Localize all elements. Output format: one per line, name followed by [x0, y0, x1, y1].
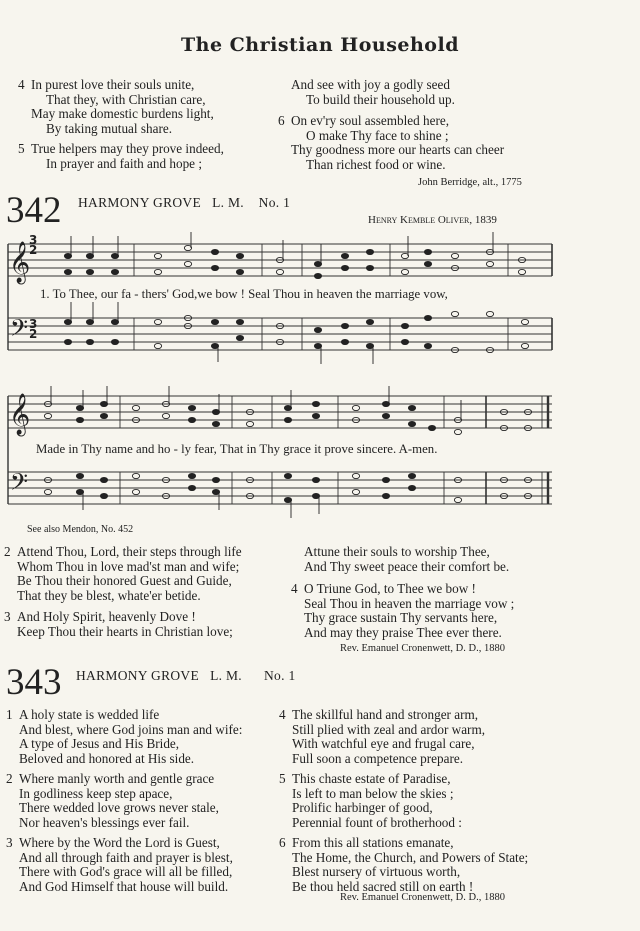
hymn343-attribution: Rev. Emanuel Cronenwett, D. D., 1880 — [340, 892, 505, 903]
top-stanza-5 — [18, 141, 224, 171]
stanza-line: And all through faith and prayer is blest, — [19, 849, 233, 865]
time-signature-treble — [29, 235, 37, 255]
hymn342-stanza-4 — [291, 581, 515, 640]
stanza-line: There wedded love grows never stale, — [19, 800, 219, 816]
stanza-line: O make Thy face to shine ; — [306, 127, 449, 143]
stanza-number: 6 — [279, 835, 286, 850]
stanza-line: Whom Thou in love mad'st man and wife; — [17, 558, 240, 574]
stanza-line: With watchful eye and frugal care, — [292, 736, 475, 752]
stanza-line: O Triune God, to Thee we bow ! — [304, 581, 476, 596]
stanza-line: Nor heaven's blessings ever fail. — [19, 814, 190, 830]
bass-clef-icon: 𝄢 — [10, 314, 29, 347]
meter: L. M. — [212, 195, 244, 210]
stanza-line: And Holy Spirit, heavenly Dove ! — [17, 609, 196, 624]
stanza-line: Thy goodness more our hearts can cheer — [291, 142, 505, 158]
top-stanza-4 — [18, 77, 214, 136]
treble-clef-icon: 𝄞 — [9, 242, 31, 283]
stanza-line: Where by the Word the Lord is Guest, — [19, 835, 220, 850]
stanza-line: Blest nursery of virtuous worth, — [292, 864, 461, 880]
lyric-line-1: 1. To Thee, our fa - thers' God,we bow ! Seal Thou in heaven the marriage vow, — [40, 287, 448, 301]
top-stanza-5-cont — [291, 78, 455, 107]
stanza-line: And Thy sweet peace their comfort be. — [304, 558, 510, 574]
hymn342-stanza-3-cont — [304, 545, 509, 574]
hymn342-stanza-3 — [4, 609, 233, 639]
stanza-line: May make domestic burdens light, — [31, 106, 214, 122]
stanza-line: A holy state is wedded life — [19, 707, 160, 722]
stanza-line: Prolific harbinger of good, — [292, 800, 433, 816]
stanza-number: 3 — [4, 609, 11, 624]
stanza-number: 4 — [291, 581, 298, 596]
stanza-line: And may they praise Thee ever there. — [304, 624, 502, 640]
hymn343-stanza-3 — [6, 835, 233, 894]
stanza-line: There with God's grace will all be filled, — [19, 864, 233, 880]
stanza-line: This chaste estate of Paradise, — [292, 771, 451, 786]
composer-credit: Henry Kemble Oliver, 1839 — [368, 214, 497, 226]
stanza-line: Is left to man below the skies ; — [292, 785, 454, 801]
stanza-line: Be Thou their honored Guest and Guide, — [17, 573, 232, 589]
hymn342-stanza-2 — [4, 544, 242, 603]
stanza-line: Than richest food or wine. — [306, 156, 446, 172]
stanza-line: Thy grace sustain Thy servants here, — [304, 610, 498, 626]
time-signature-top: 3 — [29, 233, 38, 247]
stanza-line: That they be blest, whate'er betide. — [17, 587, 201, 603]
hymn343-stanza-4 — [279, 707, 485, 766]
stanza-line: The skillful hand and stronger arm, — [292, 707, 479, 722]
hymn342-attribution: Rev. Emanuel Cronenwett, D. D., 1880 — [340, 643, 505, 654]
tune-header-342 — [78, 195, 290, 211]
stanza-number: 1 — [6, 707, 13, 722]
stanza-number: 2 — [4, 544, 11, 559]
tune-number: No. 1 — [264, 668, 296, 683]
stanza-line: Keep Thou their hearts in Christian love; — [17, 623, 233, 639]
page-title: The Christian Household — [181, 34, 459, 56]
stanza-line: The Home, the Church, and Powers of State; — [292, 849, 529, 865]
time-signature-bass — [29, 319, 37, 339]
stanza-line: To build their household up. — [306, 91, 455, 107]
hymn343-stanza-5 — [279, 771, 462, 830]
stanza-line: Beloved and honored at His side. — [19, 750, 195, 766]
stanza-line: True helpers may they prove indeed, — [31, 141, 224, 156]
music-system-1 — [0, 232, 560, 372]
hymn343-stanza-6 — [279, 835, 529, 894]
stanza-line: From this all stations emanate, — [292, 835, 454, 850]
tune-name: HARMONY GROVE — [78, 195, 202, 210]
stanza-number: 5 — [279, 771, 286, 786]
time-signature-bottom: 2 — [29, 327, 38, 341]
stanza-line: On ev'ry soul assembled here, — [291, 113, 450, 128]
top-attribution: John Berridge, alt., 1775 — [418, 177, 522, 188]
stanza-number: 4 — [279, 707, 286, 722]
hymn343-stanza-2 — [6, 771, 219, 830]
tune-number: No. 1 — [258, 195, 291, 210]
hymn343-stanza-1 — [6, 707, 243, 766]
stanza-line: Full soon a competence prepare. — [292, 750, 464, 766]
stanza-number: 4 — [18, 77, 25, 92]
stanza-line: That they, with Christian care, — [46, 91, 206, 107]
stanza-line: In godliness keep step apace, — [19, 785, 173, 801]
stanza-line: Attune their souls to worship Thee, — [304, 544, 490, 559]
hymn-number-343: 343 — [6, 662, 62, 703]
stanza-number: 2 — [6, 771, 13, 786]
treble-clef-icon: 𝄞 — [9, 394, 31, 435]
top-stanza-6 — [278, 113, 505, 172]
time-signature-bottom: 2 — [29, 243, 38, 257]
stanza-line: In prayer and faith and hope ; — [46, 155, 202, 171]
stanza-line: A type of Jesus and His Bride, — [19, 736, 180, 752]
stanza-line: Perennial fount of brotherhood : — [292, 814, 462, 830]
hymn-number-342: 342 — [6, 190, 62, 231]
stanza-number: 3 — [6, 835, 13, 850]
meter: L. M. — [210, 668, 242, 683]
stanza-line: Where manly worth and gentle grace — [19, 771, 215, 786]
stanza-line: And blest, where God joins man and wife: — [19, 721, 243, 737]
stanza-line: And see with joy a godly seed — [291, 77, 450, 92]
stanza-line: By taking mutual share. — [46, 120, 172, 136]
stanza-line: And God Himself that house will build. — [19, 878, 229, 894]
see-also-note: See also Mendon, No. 452 — [27, 524, 134, 535]
stanza-number: 5 — [18, 141, 25, 156]
stanza-line: Still plied with zeal and ardor warm, — [292, 721, 485, 737]
stanza-line: In purest love their souls unite, — [31, 77, 195, 92]
time-signature-top: 3 — [29, 317, 38, 331]
stanza-number: 6 — [278, 113, 285, 128]
bass-clef-icon: 𝄢 — [10, 468, 29, 501]
stanza-line: Attend Thou, Lord, their steps through life — [17, 544, 242, 559]
stanza-line: Be thou held sacred still on earth ! — [292, 878, 474, 894]
lyric-line-2: Made in Thy name and ho - ly fear, That in Thy grace it prove sincere. A-men. — [36, 442, 438, 456]
tune-name: HARMONY GROVE — [76, 668, 200, 683]
stanza-line: Seal Thou in heaven the marriage vow ; — [304, 595, 515, 611]
tune-header-343 — [76, 668, 296, 684]
